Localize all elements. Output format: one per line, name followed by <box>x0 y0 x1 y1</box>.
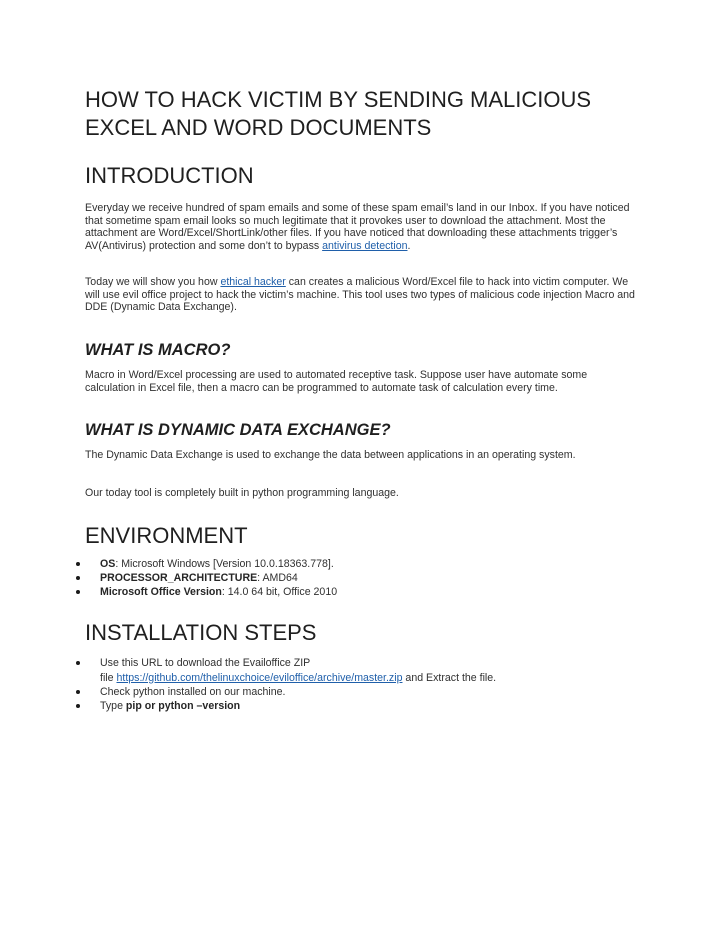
introduction-paragraph-1-end: . <box>407 240 411 253</box>
bullet-icon <box>76 661 80 665</box>
installation-step-1-suffix: and Extract the file. <box>402 671 497 684</box>
installation-step-3-prefix: Type <box>100 699 126 712</box>
macro-heading: WHAT IS MACRO? <box>85 340 231 359</box>
bullet-icon <box>76 704 80 708</box>
bullet-icon <box>76 690 80 694</box>
dde-heading: WHAT IS DYNAMIC DATA EXCHANGE? <box>85 421 391 440</box>
environment-item-value: : AMD64 <box>257 571 298 584</box>
installation-heading: INSTALLATION STEPS <box>85 620 317 646</box>
environment-list <box>85 557 637 600</box>
introduction-heading: INTRODUCTION <box>85 163 254 188</box>
list-item <box>85 585 637 599</box>
environment-item-value: : Microsoft Windows [Version 10.0.18363.778]. <box>115 557 334 570</box>
bullet-icon <box>76 562 80 566</box>
ethical-hacker-link[interactable]: ethical hacker <box>220 275 286 288</box>
environment-heading: ENVIRONMENT <box>85 522 248 548</box>
document-title: HOW TO HACK VICTIM BY SENDING MALICIOUS EXCEL AND WORD DOCUMENTS <box>85 87 592 140</box>
introduction-paragraph-2-start: Today we will show you how <box>85 275 221 288</box>
installation-list <box>85 656 637 713</box>
environment-item-label: OS <box>100 557 116 570</box>
document-content <box>85 86 637 713</box>
installation-step-1-line-1: Use this URL to download the Evailoffice ZIP <box>100 657 311 670</box>
environment-item-label: Microsoft Office Version <box>100 586 222 599</box>
list-item <box>85 571 637 585</box>
python-paragraph: Our today tool is completely built in python programming language. <box>85 487 399 500</box>
bullet-icon <box>76 576 80 580</box>
installation-step-1-prefix: file <box>100 671 117 684</box>
macro-paragraph: Macro in Word/Excel processing are used to automated receptive task. Suppose user have automate some calculation in Excel file, then a macro can be programmed to automate task of calculation every time. <box>85 368 588 394</box>
list-item <box>85 685 637 699</box>
list-item <box>85 699 637 713</box>
download-zip-link[interactable]: https://github.com/thelinuxchoice/eviloffice/archive/master.zip <box>116 671 403 684</box>
installation-step-3-command: pip or python –version <box>125 699 241 712</box>
installation-step-2: Check python installed on our machine. <box>100 685 286 698</box>
antivirus-detection-link[interactable]: antivirus detection <box>322 240 408 253</box>
list-item <box>85 656 637 684</box>
environment-item-label: PROCESSOR_ARCHITECTURE <box>100 571 258 584</box>
introduction-paragraph-1-text: Everyday we receive hundred of spam emails and some of these spam email’s land in our Inbox. If you have noticed that sometime spam email looks so much legitimate that it provokes user to download the attachment. Most the attachment are Word/Excel/ShortLink/other files. If you have noticed that downloading these attachments trigger’s AV(Antivirus) protection and some don’t to bypass <box>85 202 630 253</box>
bullet-icon <box>76 590 80 594</box>
introduction-paragraph-1 <box>85 202 637 253</box>
list-item <box>85 557 637 571</box>
dde-paragraph: The Dynamic Data Exchange is used to exchange the data between applications in an operating system. <box>85 449 576 462</box>
environment-item-value: : 14.0 64 bit, Office 2010 <box>221 586 338 599</box>
introduction-paragraph-2 <box>85 276 637 314</box>
introduction-paragraph-2-text: can creates a malicious Word/Excel file to hack into victim computer. We will use evil office project to hack the victim’s machine. This tool uses two types of malicious code injection Macro and DDE (Dynamic Data Exchange). <box>85 275 635 314</box>
